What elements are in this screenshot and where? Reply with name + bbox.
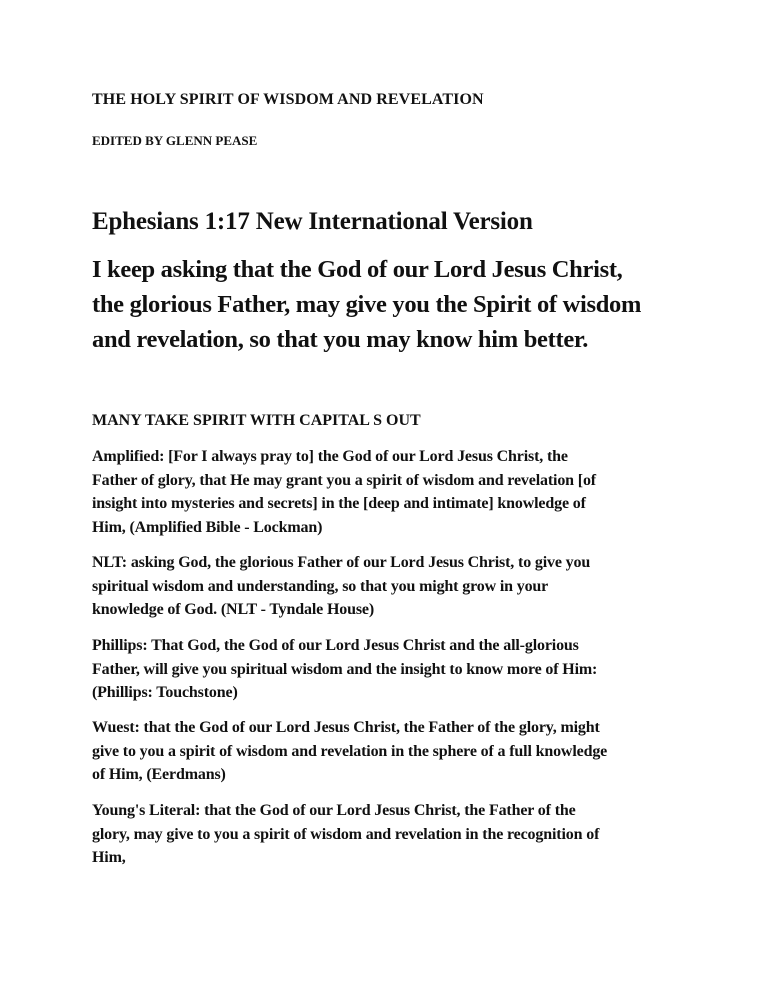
verse-line: and revelation, so that you may know him better. [92,326,589,353]
translation-line: insight into mysteries and secrets] in the [deep and intimate] knowledge of [92,495,586,512]
translation-line: (Phillips: Touchstone) [92,684,238,701]
verse-line: I keep asking that the God of our Lord Jesus Christ, [92,256,623,283]
translation-line: Him, (Amplified Bible - Lockman) [92,518,323,536]
document-editor: EDITED BY GLENN PEASE [92,133,258,148]
verse-reference: Ephesians 1:17 New International Version [92,208,533,235]
translation-youngs-literal [92,799,692,870]
translation-nlt [92,551,692,622]
translation-line: give to you a spirit of wisdom and revelation in the sphere of a full knowledge [92,742,608,760]
translation-line: spiritual wisdom and understanding, so that you might grow in your [92,577,549,595]
document-title: THE HOLY SPIRIT OF WISDOM AND REVELATION [92,91,484,108]
translation-line: Father, will give you spiritual wisdom and the insight to know more of Him: [92,660,598,678]
translation-line: Amplified: [For I always pray to] the God of our Lord Jesus Christ, the [92,448,568,465]
translation-line: Him, [92,849,126,866]
translation-line: of Him, (Eerdmans) [92,766,226,783]
translation-line: Young's Literal: that the God of our Lord Jesus Christ, the Father of the [92,802,576,819]
verse-text [92,252,692,357]
translation-line: Phillips: That God, the God of our Lord Jesus Christ and the all-glorious [92,637,579,654]
section-heading: MANY TAKE SPIRIT WITH CAPITAL S OUT [92,412,421,429]
translation-line: Wuest: that the God of our Lord Jesus Christ, the Father of the glory, might [92,719,600,736]
translation-phillips [92,634,692,705]
translation-line: glory, may give to you a spirit of wisdom and revelation in the recognition of [92,825,600,843]
translation-amplified [92,445,692,539]
translation-wuest [92,716,692,787]
verse-line: the glorious Father, may give you the Spirit of wisdom [92,291,642,318]
translation-line: knowledge of God. (NLT - Tyndale House) [92,601,375,618]
translation-line: Father of glory, that He may grant you a spirit of wisdom and revelation [of [92,471,596,489]
translation-line: NLT: asking God, the glorious Father of our Lord Jesus Christ, to give you [92,554,591,571]
